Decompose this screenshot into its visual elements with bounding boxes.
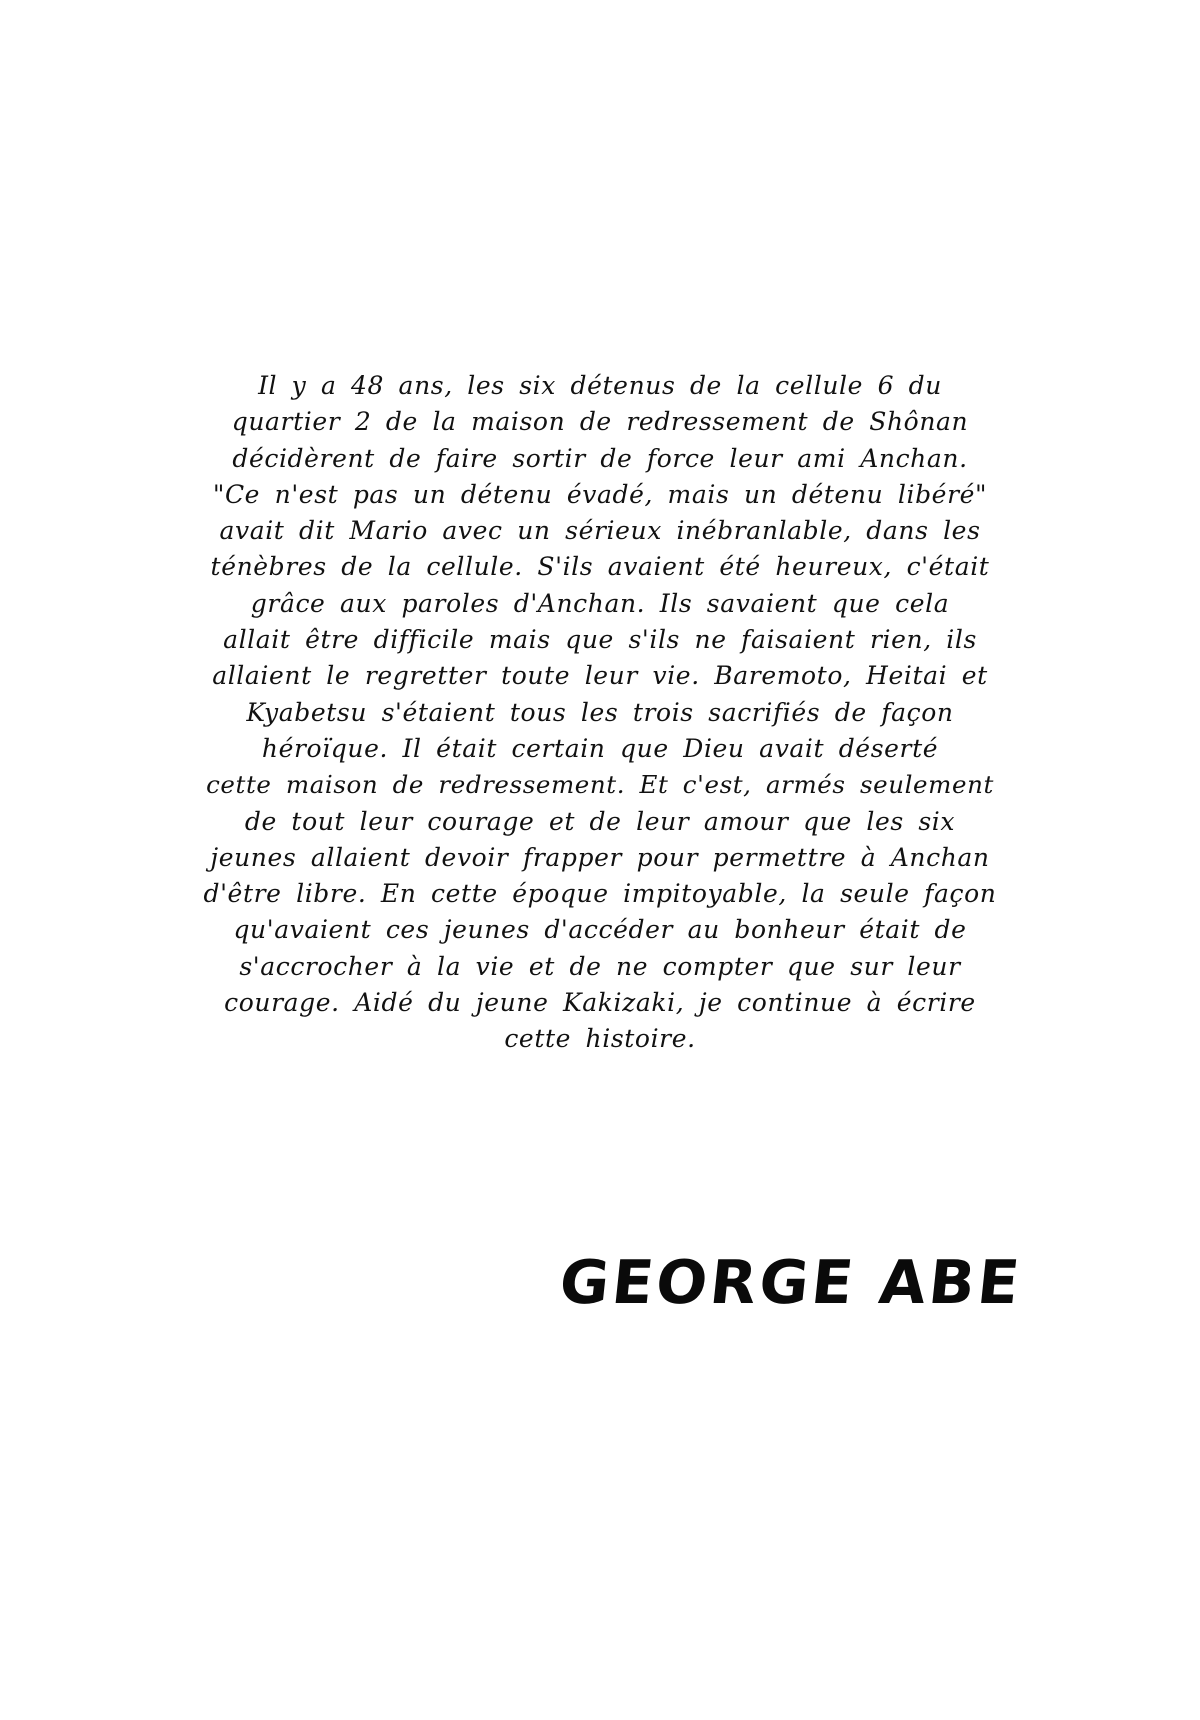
- message-line: cette histoire.: [504, 1024, 696, 1054]
- message-line: décidèrent de faire sortir de force leur ami Anchan.: [232, 443, 968, 473]
- message-line: ténèbres de la cellule. S'ils avaient été heureux, c'était: [210, 552, 990, 582]
- message-line: quartier 2 de la maison de redressement de Shônan: [231, 407, 969, 437]
- message-line: cette maison de redressement. Et c'est, armés seulement: [206, 770, 994, 800]
- message-line: "Ce n'est pas un détenu évadé, mais un détenu libéré": [212, 479, 988, 509]
- message-line: d'être libre. En cette époque impitoyable, la seule façon: [203, 879, 997, 909]
- message-line: Kyabetsu s'étaient tous les trois sacrifiés de façon: [246, 697, 954, 727]
- message-line: qu'avaient ces jeunes d'accéder au bonheur était de: [233, 915, 967, 945]
- message-line: grâce aux paroles d'Anchan. Ils savaient que cela: [250, 588, 950, 618]
- message-line: Il y a 48 ans, les six détenus de la cellule 6 du: [258, 371, 942, 400]
- message-line: jeunes allaient devoir frapper pour permettre à Anchan: [210, 842, 990, 872]
- message-line: courage. Aidé du jeune Kakizaki, je continue à écrire: [224, 988, 976, 1018]
- message-line: allait être difficile mais que s'ils ne faisaient rien, ils: [223, 625, 977, 655]
- message-line: héroïque. Il était certain que Dieu avait déserté: [261, 733, 939, 763]
- message-line: s'accrocher à la vie et de ne compter que sur leur: [239, 951, 961, 981]
- author-signature: GEORGE ABE: [556, 1248, 1026, 1318]
- message-line: de tout leur courage et de leur amour que les six: [244, 806, 956, 836]
- handwritten-message: [200, 368, 1000, 1058]
- message-line: allaient le regretter toute leur vie. Baremoto, Heitai et: [212, 661, 988, 691]
- message-line: avait dit Mario avec un sérieux inébranlable, dans les: [219, 516, 981, 546]
